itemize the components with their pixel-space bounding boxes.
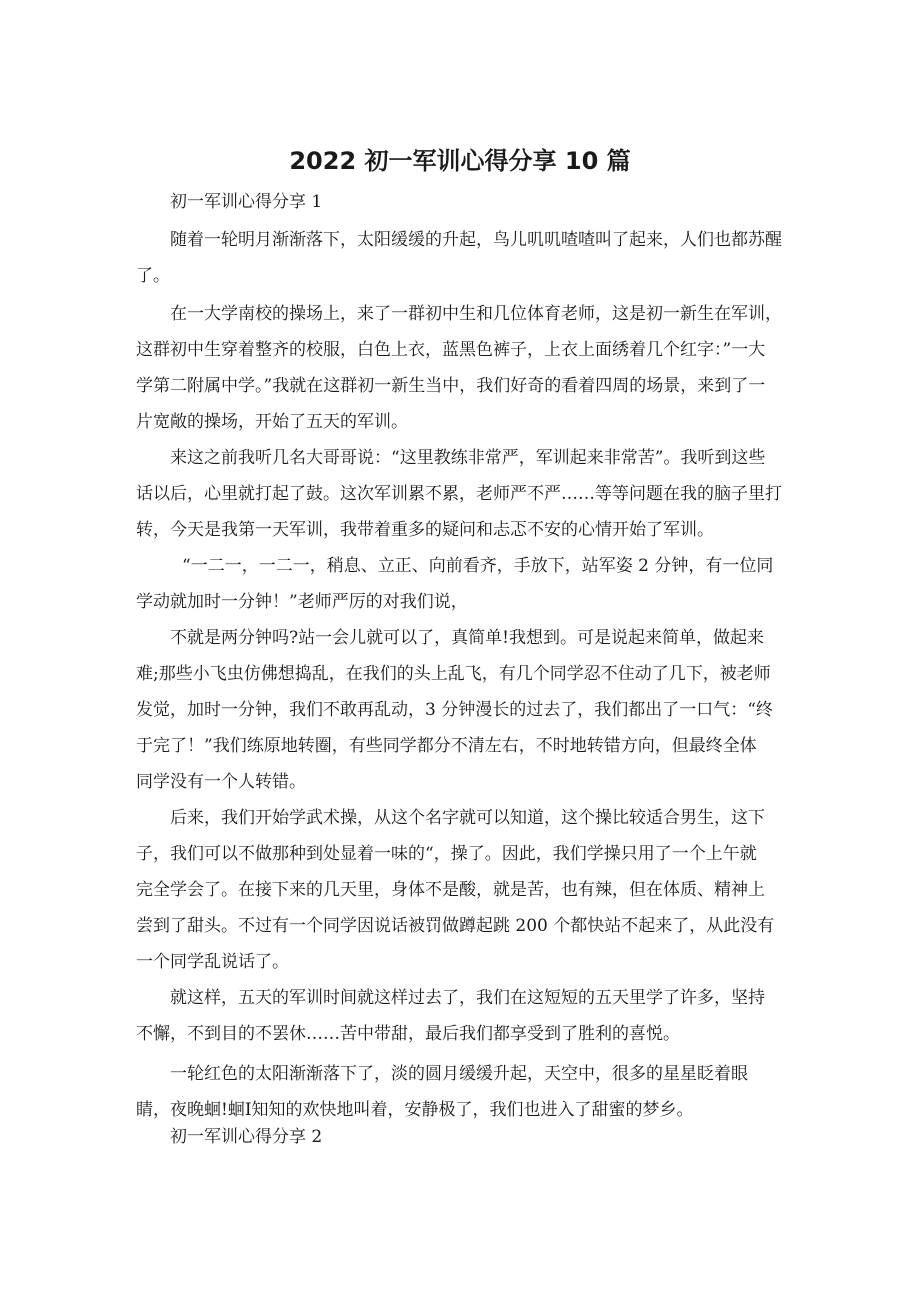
paragraph [136, 800, 796, 980]
paragraph-line: 一轮红色的太阳渐渐落下了，淡的圆月缓缓升起，天空中，很多的星星眨着眼 [170, 1064, 748, 1084]
paragraph-line: 子，我们可以不做那种到处显着一味的“，操了。因此，我们学操只用了一个上午就 [136, 844, 757, 864]
document-title: 2022 初一军训心得分享 10 篇 [289, 147, 631, 175]
section-heading-1 [136, 184, 796, 220]
paragraph-line: 尝到了甜头。不过有一个同学因说话被罚做蹲起跳 200 个都快站不起来了，从此没有 [136, 916, 775, 936]
paragraph-line: 完全学会了。在接下来的几天里，身体不是酸，就是苦，也有辣，但在体质、精神上 [136, 880, 765, 900]
paragraph-line: 这群初中生穿着整齐的校服，白色上衣，蓝黑色裤子，上衣上面绣着几个红字：”一大 [136, 340, 766, 360]
paragraph-line: 在一大学南校的操场上，来了一群初中生和几位体育老师，这是初一新生在军训， [170, 304, 782, 324]
paragraph-line: 睛，夜晚蛔!蛔Ⅰ知知的欢快地叫着，安静极了，我们也进入了甜蜜的梦乡。 [136, 1100, 694, 1120]
paragraph-line: 学第二附属中学。”我就在这群初一新生当中，我们好奇的看着四周的场景，来到了一 [136, 376, 766, 396]
section-heading-2 [136, 1119, 796, 1155]
paragraph-line: 片宽敞的操场，开始了五天的军训。 [136, 412, 408, 432]
paragraph [136, 1056, 796, 1128]
paragraph [136, 620, 796, 800]
paragraph [136, 980, 796, 1052]
paragraph-line: 转，今天是我第一天军训，我带着重多的疑问和忐忑不安的心情开始了军训。 [136, 520, 714, 540]
paragraph [136, 440, 796, 548]
paragraph [136, 296, 796, 440]
paragraph-line: 来这之前我听几名大哥哥说：“这里教练非常严，军训起来非常苦”。我听到这些 [170, 448, 766, 468]
paragraph-line: 后来，我们开始学武术操，从这个名字就可以知道，这个操比较适合男生，这下 [170, 808, 765, 828]
paragraph-line: 不懈，不到目的不罢休……苦中带甜，最后我们都享受到了胜利的喜悦。 [136, 1024, 680, 1044]
paragraph [136, 548, 796, 620]
paragraph-line: 一个同学乱说话了。 [136, 952, 289, 972]
paragraph-line: 学动就加时一分钟！”老师严厉的对我们说， [136, 592, 468, 612]
paragraph-line: 了。 [136, 266, 170, 286]
paragraph-line: 于完了！”我们练原地转圈，有些同学都分不清左右，不时地转错方向，但最终全体 [136, 736, 757, 756]
paragraph-line: 难;那些小飞虫仿佛想捣乱，在我们的头上乱飞，有几个同学忍不住动了几下，被老师 [136, 664, 771, 684]
paragraph-line: 随着一轮明月渐渐落下，太阳缓缓的升起，鸟儿叽叽喳喳叫了起来，人们也都苏醒 [170, 230, 782, 250]
paragraph-line: “一二一，一二一，稍息、立正、向前看齐，手放下，站军姿 2 分钟，有一位同 [182, 556, 774, 576]
section-heading: 初一军训心得分享 2 [170, 1127, 323, 1147]
paragraph-line: 就这样，五天的军训时间就这样过去了，我们在这短短的五天里学了许多，坚持 [170, 988, 765, 1008]
paragraph-line: 话以后，心里就打起了鼓。这次军训累不累，老师严不严……等等问题在我的脑子里打 [136, 484, 782, 504]
section-heading: 初一军训心得分享 1 [170, 192, 323, 212]
paragraph-line: 不就是两分钟吗?站一会儿就可以了，真简单!我想到。可是说起来简单，做起来 [170, 628, 764, 648]
paragraph-line: 发觉，加时一分钟，我们不敢再乱动，3 分钟漫长的过去了，我们都出了一口气：“终 [136, 700, 773, 720]
paragraph [136, 222, 796, 294]
paragraph-line: 同学没有一个人转错。 [136, 772, 306, 792]
